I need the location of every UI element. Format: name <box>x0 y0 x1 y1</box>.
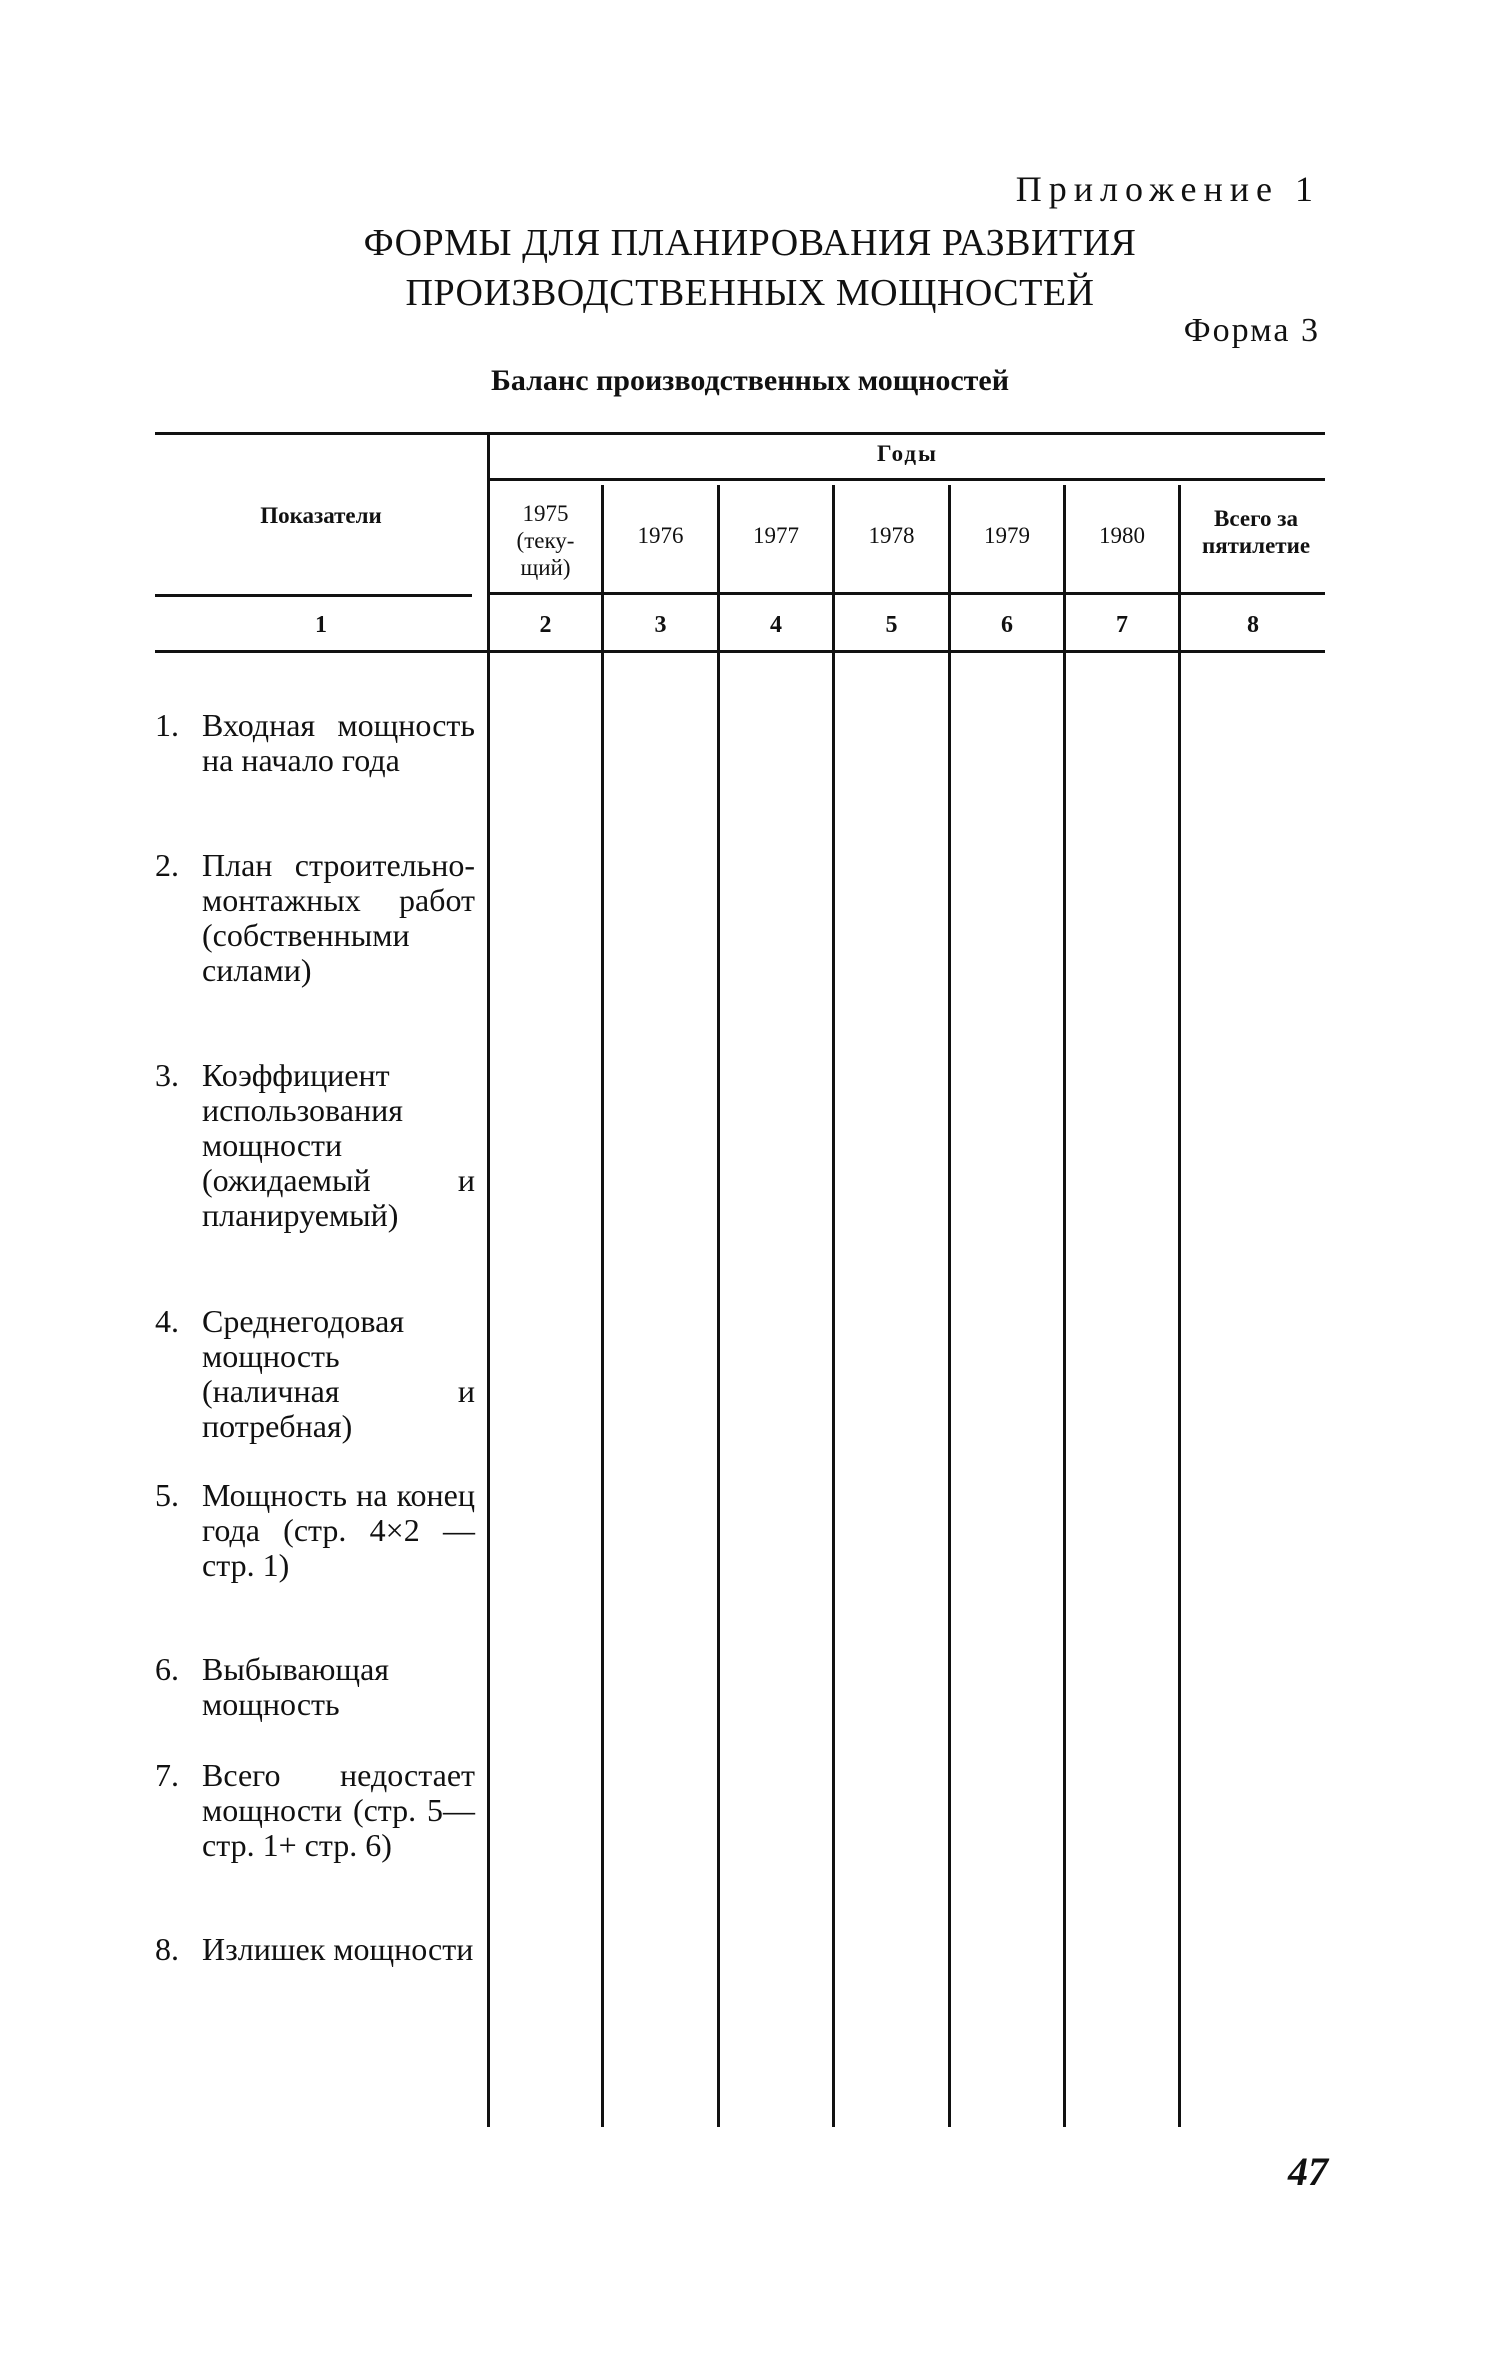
row-label: Излишек мощности <box>202 1931 474 1967</box>
appendix-label: Приложение 1 <box>1015 169 1320 209</box>
table-row <box>155 848 475 988</box>
header-year-1975: 1975 (теку- щий) <box>516 501 575 580</box>
row-label: План строительно-монтажных работ (собственными силами) <box>202 847 475 988</box>
table-row <box>155 1304 475 1444</box>
column-divider-2 <box>601 485 604 2127</box>
row-label: Всего недостает мощности (стр. 5— стр. 1+ стр. 6) <box>202 1757 475 1863</box>
table-row <box>155 1058 475 1233</box>
header-year-1977: 1977 <box>753 523 799 548</box>
column-divider-3 <box>717 485 720 2127</box>
column-number-8: 8 <box>1247 612 1259 638</box>
row-label: Мощность на конец года (стр. 4×2 — стр. 1) <box>202 1477 475 1583</box>
column-divider-4 <box>832 485 835 2127</box>
row-label: Коэффициент использования мощности (ожидаемый и планируемый) <box>202 1057 475 1233</box>
column-number-5: 5 <box>885 612 898 638</box>
row-number: 4. <box>155 1303 179 1339</box>
header-year-1978: 1978 <box>868 523 915 548</box>
row-number: 6. <box>155 1651 179 1687</box>
row-number: 1. <box>155 707 179 743</box>
column-number-3: 3 <box>654 612 667 638</box>
page-number: 47 <box>1288 2149 1328 2194</box>
years-rule <box>489 478 1325 481</box>
table-caption: Баланс производственных мощностей <box>490 364 1009 397</box>
row-label: Среднегодовая мощность (наличная и потребная) <box>202 1303 475 1444</box>
column-number-4: 4 <box>770 612 782 638</box>
row-label: Входная мощность на начало года <box>202 707 475 778</box>
document-title-line2: ПРОИЗВОДСТВЕННЫХ МОЩНОСТЕЙ <box>405 272 1095 314</box>
header-year-1976: 1976 <box>637 523 684 548</box>
form-label: Форма 3 <box>1183 312 1320 349</box>
document-title-line1: ФОРМЫ ДЛЯ ПЛАНИРОВАНИЯ РАЗВИТИЯ <box>363 222 1137 264</box>
row-number: 3. <box>155 1057 179 1093</box>
column-divider-6 <box>1063 485 1066 2127</box>
column-number-1: 1 <box>315 612 327 638</box>
table-row <box>155 1758 475 1863</box>
header-years: Годы <box>876 441 939 466</box>
column-divider-1 <box>487 432 490 2127</box>
table-top-rule <box>155 432 1325 435</box>
header-year-1980: 1980 <box>1099 523 1145 548</box>
row-number: 7. <box>155 1757 179 1793</box>
column-divider-5 <box>948 485 951 2127</box>
row-label: Выбывающая мощность <box>202 1651 389 1722</box>
header-indicator: Показатели <box>260 503 382 528</box>
column-number-2: 2 <box>539 612 552 638</box>
column-number-7: 7 <box>1116 612 1128 638</box>
column-divider-7 <box>1178 485 1181 2127</box>
header-bottom-rule-left <box>155 594 472 597</box>
header-bottom-rule-right <box>489 592 1325 595</box>
column-number-6: 6 <box>1001 612 1013 638</box>
table-row <box>155 1652 475 1722</box>
table-row <box>155 1478 475 1583</box>
table-row <box>155 708 475 778</box>
column-numbers-rule <box>155 650 1325 653</box>
header-year-1979: 1979 <box>984 523 1030 548</box>
row-number: 2. <box>155 847 179 883</box>
table-row <box>155 1932 475 1967</box>
header-total: Всего за пятилетие <box>1201 506 1311 558</box>
row-number: 8. <box>155 1931 179 1967</box>
row-number: 5. <box>155 1477 179 1513</box>
